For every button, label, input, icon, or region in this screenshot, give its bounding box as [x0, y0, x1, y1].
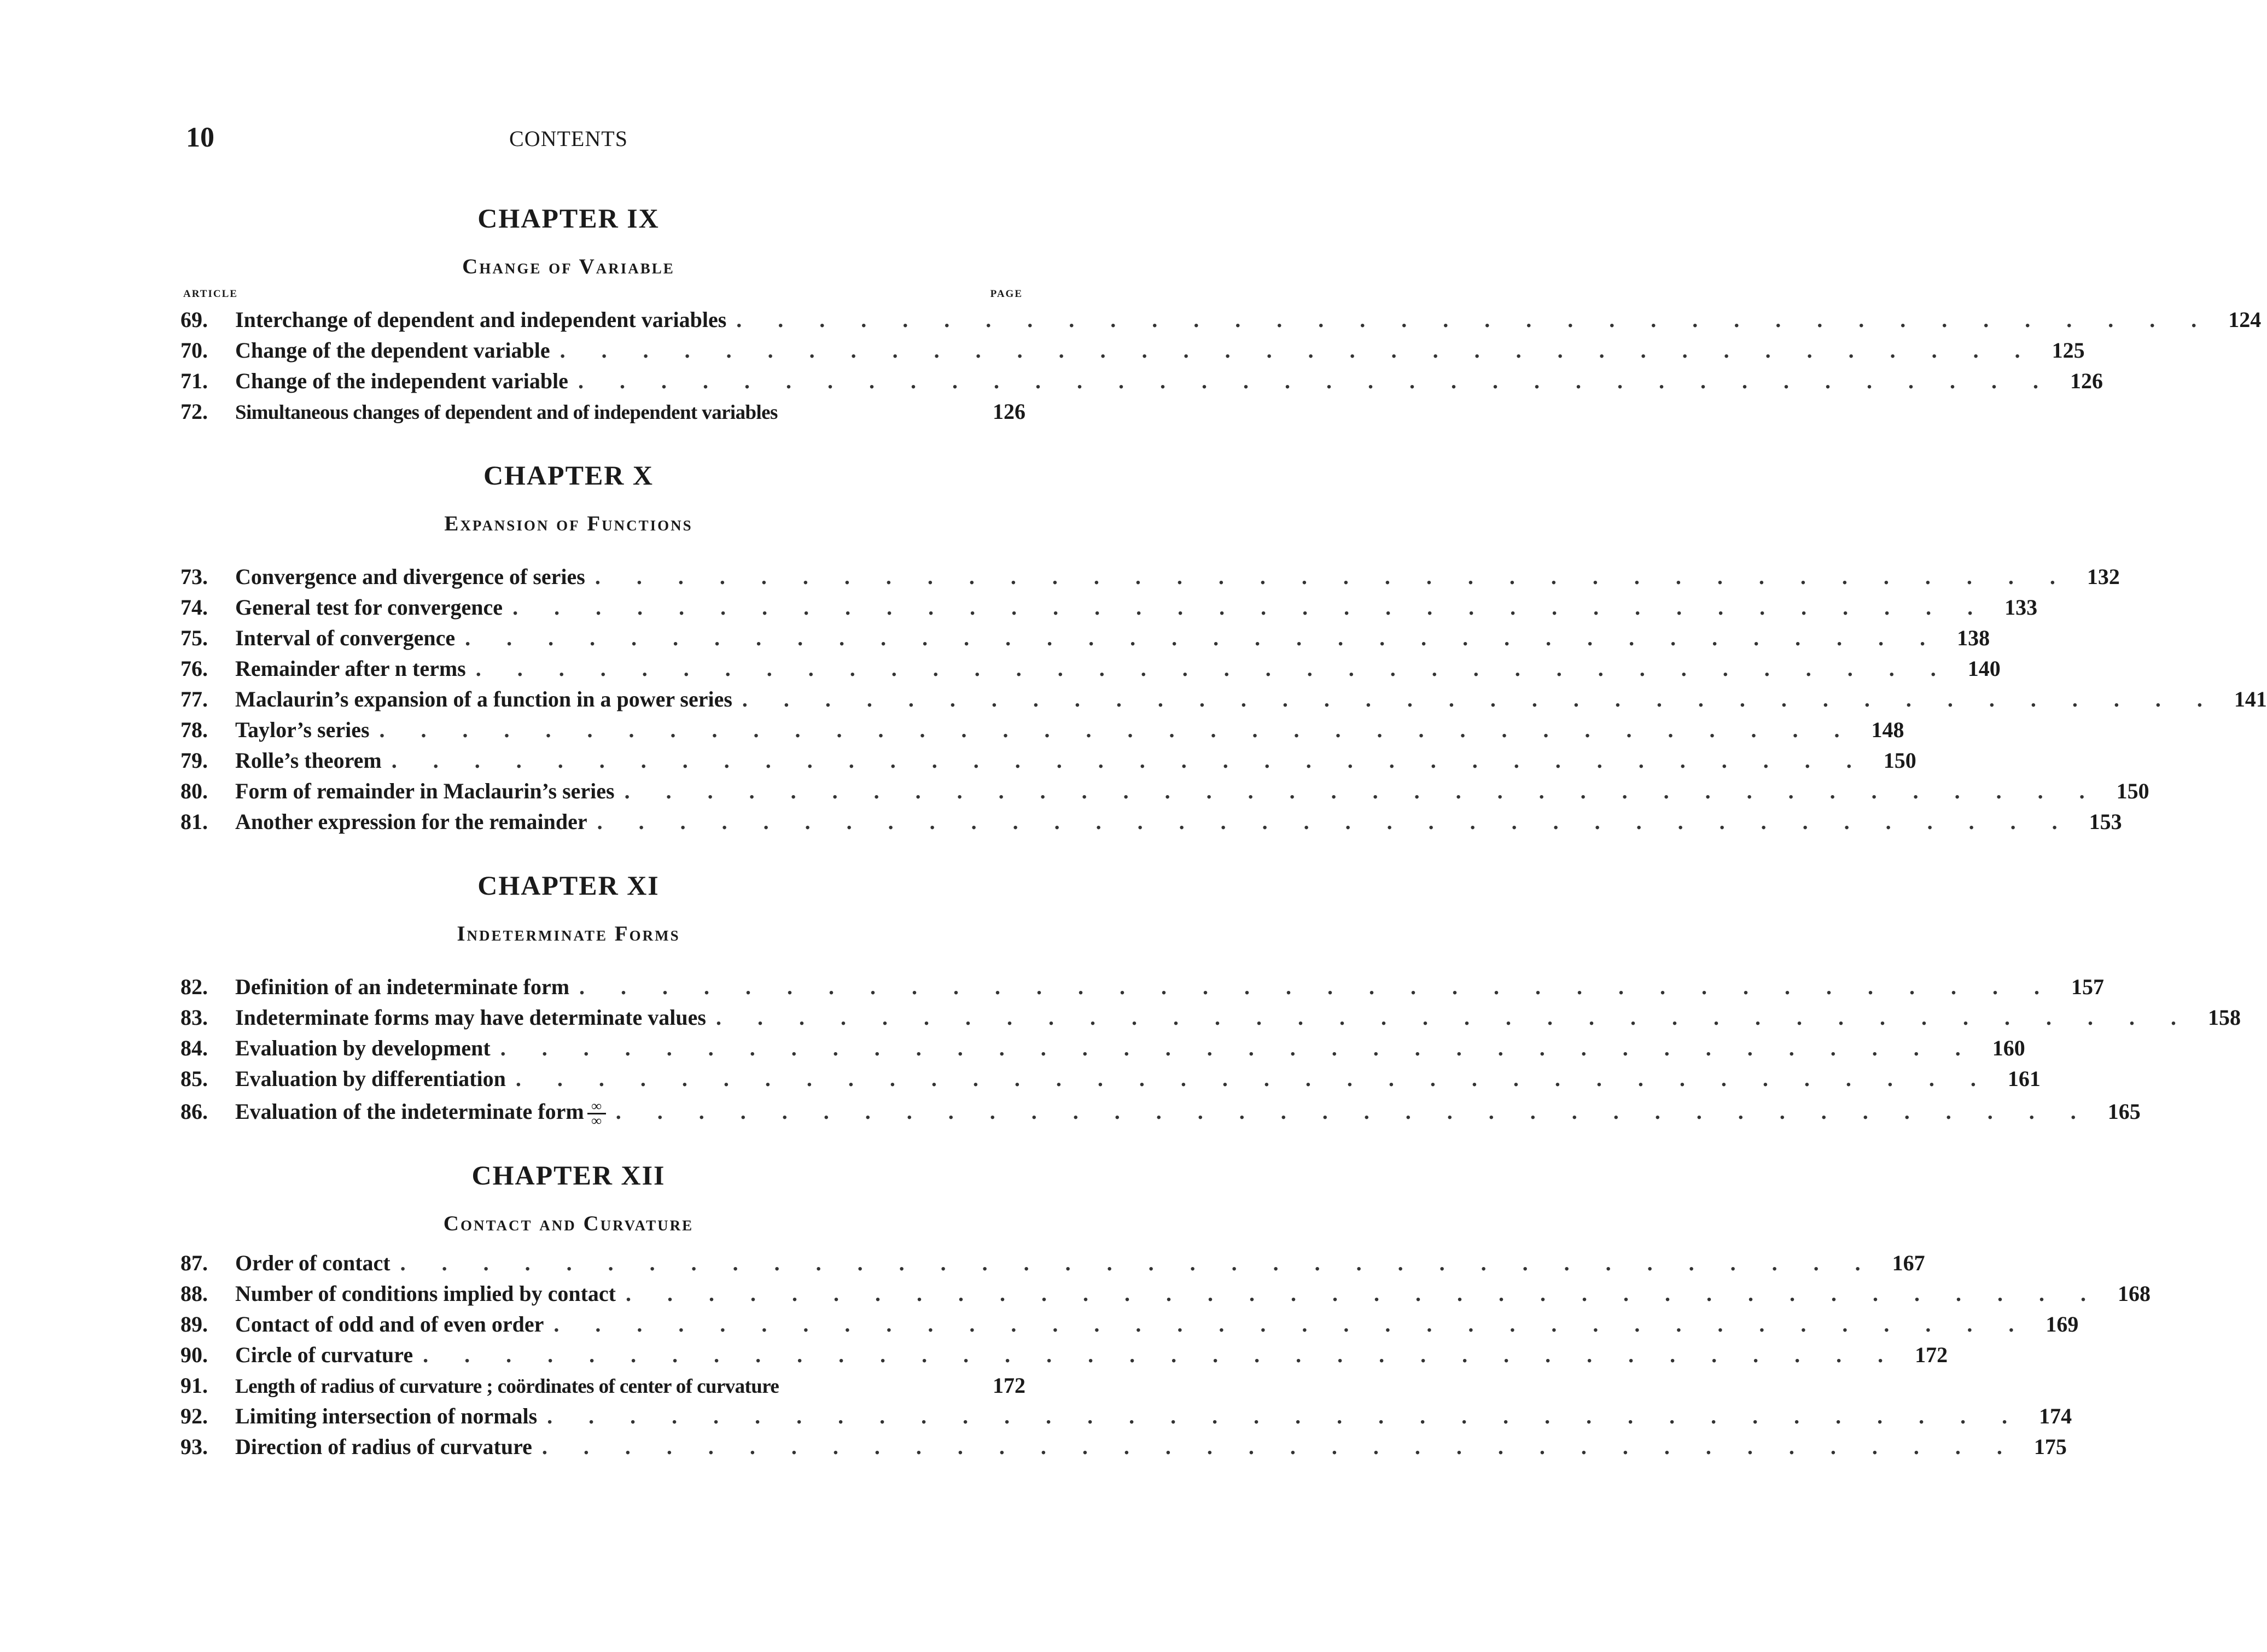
toc-entry: [180, 1098, 2141, 1129]
page-ref: 150: [1883, 748, 1916, 773]
article-label: ARTICLE: [183, 288, 238, 300]
article-number: 90.: [180, 1342, 208, 1367]
page-ref: 148: [1871, 717, 1904, 742]
page-ref: 141: [2234, 687, 2267, 711]
leader-dots: . . . . . . . . . . . . . . . . . . . . . . . . . . . . . . . . . . . .: [578, 369, 2054, 393]
leader-dots: . . . . . . . . . . . . . . . . . . . . . . . . . . . . . . . . . . . .: [379, 717, 1855, 742]
page-ref: 157: [2071, 974, 2105, 999]
page-ref: 158: [2207, 1005, 2241, 1030]
leader-dots: . . . . . . . . . . . . . . . . . . . . . . . . . . . . . . . . . . . .: [595, 564, 2071, 589]
fraction-denominator: ∞: [591, 1113, 602, 1129]
article-number: 87.: [180, 1251, 208, 1275]
page-label: PAGE: [990, 288, 1023, 300]
leader-dots: . . . . . . . . . . . . . . . . . . . . . . . . . . . . . . . . . . . .: [465, 626, 1941, 650]
toc-entry: [180, 1311, 2079, 1338]
leader-dots: . . . . . . . . . . . . . . . . . . . . . . . . . . . . . . . . . . . .: [736, 307, 2212, 332]
entry-title: Circle of curvature: [235, 1342, 413, 1367]
page-ref: 160: [1992, 1036, 2025, 1060]
toc-entry: [180, 306, 2262, 334]
toc-entry: [180, 778, 2149, 805]
entry-title: Length of radius of curvature ; coördinates of center of curvature: [235, 1375, 779, 1398]
toc-entry: [180, 563, 2120, 591]
toc-entry: [180, 624, 1990, 652]
entry-title: Definition of an indeterminate form: [235, 974, 570, 999]
page-ref: 124: [2228, 307, 2262, 332]
entry-title: Remainder after n terms: [235, 656, 466, 681]
article-number: 85.: [180, 1066, 208, 1091]
toc-entry: [180, 655, 2001, 682]
chapter-heading: CHAPTER XI: [477, 870, 660, 901]
entry-title: Change of the dependent variable: [235, 338, 550, 363]
page-ref: 172: [993, 1373, 1025, 1398]
chapter-heading: CHAPTER IX: [477, 203, 660, 234]
chapter-heading: CHAPTER X: [483, 460, 654, 491]
entry-title: [235, 1098, 606, 1128]
article-number: 69.: [180, 307, 208, 332]
article-number: 92.: [180, 1404, 208, 1428]
page-ref: 150: [2116, 779, 2149, 803]
running-title: CONTENTS: [509, 126, 628, 151]
entry-title: Order of contact: [235, 1251, 391, 1275]
page-ref: 153: [2089, 809, 2122, 834]
toc-entry: [180, 1035, 2025, 1062]
article-number: 80.: [180, 779, 208, 803]
entry-title: Indeterminate forms may have determinate values: [235, 1005, 706, 1030]
page-ref: 132: [2087, 564, 2120, 589]
leader-dots: . . . . . . . . . . . . . . . . . . . . . . . . . . . . . . . . . . . .: [625, 1281, 2101, 1306]
toc-entry: [180, 1065, 2041, 1093]
toc-entry: [180, 1250, 1925, 1277]
page-ref: 161: [2007, 1066, 2041, 1091]
entry-title: Evaluation by differentiation: [235, 1066, 506, 1091]
toc-entry: [180, 1433, 2067, 1461]
toc-entry: [180, 686, 2267, 713]
article-number: 89.: [180, 1312, 208, 1336]
page-ref: 167: [1892, 1251, 1925, 1275]
article-number: 73.: [180, 564, 208, 589]
leader-dots: . . . . . . . . . . . . . . . . . . . . . . . . . . . . . . . . . . . .: [715, 1005, 2192, 1030]
article-number: 88.: [180, 1281, 208, 1306]
page-ref: 168: [2117, 1281, 2151, 1306]
page-ref: 172: [1915, 1342, 1948, 1367]
toc-entry: [180, 1280, 2151, 1307]
entry-title: Convergence and divergence of series: [235, 564, 585, 589]
leader-dots: . . . . . . . . . . . . . . . . . . . . . . . . . . . . . . . . . . . .: [541, 1434, 2018, 1459]
leader-dots: . . . . . . . . . . . . . . . . . . . . . . . . . . . . . . . . . . . .: [615, 1099, 2091, 1124]
leader-dots: . . . . . . . . . . . . . . . . . . . . . . . . . . . . . . . . . . . .: [560, 338, 2036, 363]
page-ref: 126: [2070, 369, 2103, 393]
toc-entry: [180, 337, 2085, 364]
entry-title: Evaluation by development: [235, 1036, 491, 1060]
leader-dots: . . . . . . . . . . . . . . . . . . . . . . . . . . . . . . . . . . . .: [742, 687, 2218, 711]
entry-title: Another expression for the remainder: [235, 809, 587, 834]
article-number: 93.: [180, 1434, 208, 1459]
article-number: 74.: [180, 595, 208, 620]
entry-title: Simultaneous changes of dependent and of independent variables: [235, 401, 778, 424]
toc-entry: [180, 398, 1025, 425]
article-number: 86.: [180, 1099, 208, 1124]
fraction-numerator: ∞: [591, 1098, 602, 1114]
article-number: 91.: [180, 1373, 208, 1398]
toc-entry: [180, 716, 1904, 744]
entry-title: Rolle’s theorem: [235, 748, 382, 773]
leader-dots: . . . . . . . . . . . . . . . . . . . . . . . . . . . . . . . . . . . .: [624, 779, 2100, 803]
article-number: 78.: [180, 717, 208, 742]
leader-dots: . . . . . . . . . . . . . . . . . . . . . . . . . . . . . . . . . . . .: [553, 1312, 2030, 1336]
toc-entry: [180, 1372, 1025, 1399]
entry-title: Maclaurin’s expansion of a function in a power series: [235, 687, 732, 711]
article-number: 82.: [180, 974, 208, 999]
leader-dots: . . . . . . . . . . . . . . . . . . . . . . . . . . . . . . . . . . . .: [391, 748, 1867, 773]
leader-dots: . . . . . . . . . . . . . . . . . . . . . . . . . . . . . . . . . . . .: [547, 1404, 2023, 1428]
article-number: 83.: [180, 1005, 208, 1030]
toc-entry: [180, 1403, 2072, 1430]
entry-title: General test for convergence: [235, 595, 503, 620]
infinity-over-infinity-fraction: [587, 1100, 606, 1128]
page-ref: 174: [2039, 1404, 2072, 1428]
entry-title: Number of conditions implied by contact: [235, 1281, 616, 1306]
article-number: 79.: [180, 748, 208, 773]
leader-dots: . . . . . . . . . . . . . . . . . . . . . . . . . . . . . . . . . . . .: [515, 1066, 1991, 1091]
entry-title: Direction of radius of curvature: [235, 1434, 532, 1459]
page-ref: 169: [2045, 1312, 2079, 1336]
entry-title-text: Evaluation of the indeterminate form: [235, 1099, 584, 1124]
article-number: 76.: [180, 656, 208, 681]
toc-entry: [180, 1341, 1948, 1369]
article-number: 70.: [180, 338, 208, 363]
leader-dots: . . . . . . . . . . . . . . . . . . . . . . . . . . . . . . . . . . . .: [512, 595, 1989, 620]
entry-title: Limiting intersection of normals: [235, 1404, 538, 1428]
chapter-title: Indeterminate Forms: [457, 922, 680, 945]
entry-title: Change of the independent variable: [235, 369, 568, 393]
article-number: 71.: [180, 369, 208, 393]
page-ref: 165: [2107, 1099, 2141, 1124]
page-ref: 133: [2004, 595, 2038, 620]
leader-dots: . . . . . . . . . . . . . . . . . . . . . . . . . . . . . . . . . . . .: [400, 1251, 1876, 1275]
leader-dots: . . . . . . . . . . . . . . . . . . . . . . . . . . . . . . . . . . . .: [500, 1036, 1976, 1060]
page-ref: 126: [993, 399, 1025, 424]
chapter-title: Expansion of Functions: [444, 512, 693, 535]
chapter-title: Contact and Curvature: [443, 1212, 694, 1235]
toc-entry: [180, 973, 2105, 1001]
chapter-title: Change of Variable: [462, 255, 675, 278]
leader-dots: . . . . . . . . . . . . . . . . . . . . . . . . . . . . . . . . . . . .: [475, 656, 1951, 681]
entry-title: Taylor’s series: [235, 717, 370, 742]
toc-entry: [180, 1004, 2241, 1031]
page-ref: 125: [2052, 338, 2085, 363]
toc-entry: [180, 747, 1916, 774]
page-ref: 175: [2033, 1434, 2067, 1459]
article-number: 81.: [180, 809, 208, 834]
leader-dots: . . . . . . . . . . . . . . . . . . . . . . . . . . . . . . . . . . . .: [423, 1342, 1899, 1367]
toc-entry: [180, 367, 2103, 395]
leader-dots: . . . . . . . . . . . . . . . . . . . . . . . . . . . . . . . . . . . .: [597, 809, 2073, 834]
chapter-heading: CHAPTER XII: [471, 1160, 666, 1190]
article-number: 77.: [180, 687, 208, 711]
entry-title: Form of remainder in Maclaurin’s series: [235, 779, 615, 803]
article-number: 75.: [180, 626, 208, 650]
leader-dots: . . . . . . . . . . . . . . . . . . . . . . . . . . . . . . . . . . . .: [579, 974, 2055, 999]
article-number: 72.: [180, 399, 208, 424]
page-number: 10: [186, 122, 214, 153]
entry-title: Interchange of dependent and independent variables: [235, 307, 727, 332]
page-ref: 138: [1957, 626, 1990, 650]
entry-title: Contact of odd and of even order: [235, 1312, 544, 1336]
entry-title: Interval of convergence: [235, 626, 456, 650]
toc-entry: [180, 594, 2038, 621]
article-number: 84.: [180, 1036, 208, 1060]
toc-entry: [180, 808, 2122, 836]
page-ref: 140: [1967, 656, 2001, 681]
